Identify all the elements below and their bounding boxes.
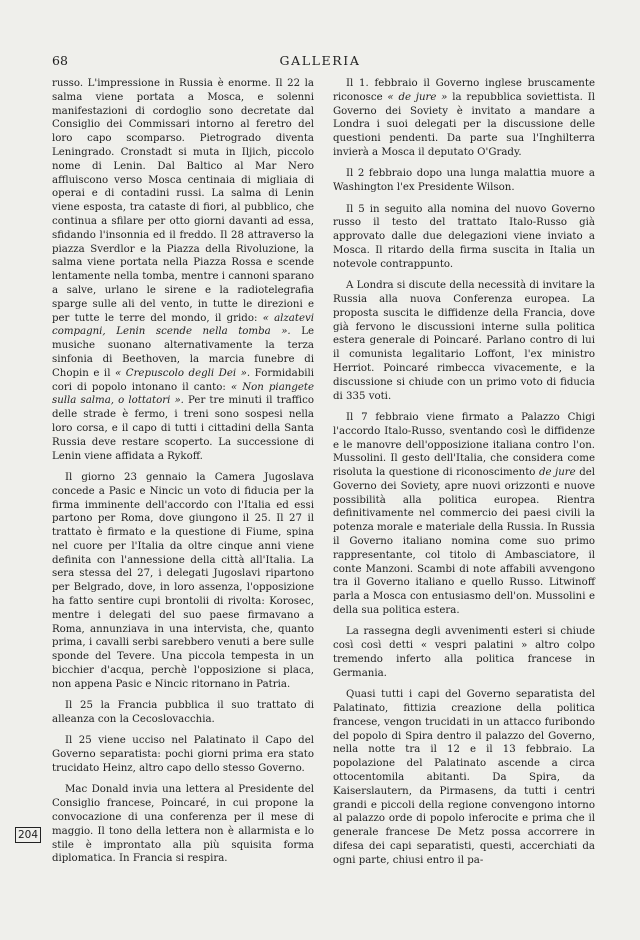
paragraph xyxy=(52,783,314,866)
text-run: Il 25 viene ucciso nel Palatinato il Capo del Governo separatista: pochi giorni prima era stato trucidato Heinz, altro capo dello stesso Governo. xyxy=(52,735,314,775)
text-run: Il 5 in seguito alla nomina del nuovo Governo russo il testo del trattato Italo-Russo già approvato dalle due delegazioni viene inviato a Mosca. Il ritardo della firma suscita in Italia un notevole contrappunto. xyxy=(333,203,595,270)
text-run: Mac Donald invia una lettera al Presidente del Consiglio francese, Poincaré, in cui propone la convocazione di una conferenza per il mese di maggio. Il tono della lettera non è allarmista e lo stile è improntato alla più squisita forma diplomatica. In Francia si respira. xyxy=(52,784,314,865)
text-run: Il giorno 23 gennaio la Camera Jugoslava concede a Pasic e Nincic un voto di fiducia per la firma imminente dell'accordo con l'Italia ed essi partono per Roma, dove giungono il 25. Il 27 il trattato è firmato e la questione di Fiume, spina nel cuore per l'Italia da oltre cinque anni viene definita con l'annessione della città all'Italia. La sera stessa del 27, i delegati Jugoslavi ripartono per Belgrado, dove, in loro assenza, l'opposizione ha fatto sentire cupi brontolii di rivolta: Korosec, mentre i delegati del suo paese firmavano a Roma, annunziava in una intervista, che, quanto prima, i cavalli serbi sarebbero venuti a bere sulle sponde del Tevere. Una piccola tempesta in un bicchier d'acqua, perchè l'opposizione si placa, non appena Pasic e Nincic ritornano in Patria. xyxy=(52,471,314,690)
text-run: la repubblica soviettista. Il Governo dei Soviety è invitato a mandare a Londra i suoi delegati per la discussione delle questioni pendenti. Da parte sua l'Inghilterra invierà a Mosca il deputato O'Grady. xyxy=(333,91,595,158)
right-column xyxy=(333,77,595,875)
italic-text: « Non piangete sulla salma, o lottatori ». xyxy=(52,381,314,407)
paragraph xyxy=(333,77,595,160)
paragraph xyxy=(333,167,595,195)
paragraph xyxy=(52,471,314,692)
paragraph xyxy=(333,203,595,272)
text-run: Formidabili cori di popolo intonano il canto: xyxy=(52,367,315,393)
text-run: La rassegna degli avvenimenti esteri si chiude così così detti « vespri palatini » altro colpo tremendo inferto alla politica francese in Germania. xyxy=(333,626,595,679)
italic-text: « alzatevi compagni, Lenin scende nella tomba ». xyxy=(52,312,314,338)
text-run: A Londra si discute della necessità di invitare la Russia alla nuova Conferenza europea. La proposta suscita le diffidenze della Francia, dove già fervono le discussioni interne sulla politica estera generale di Poincaré. Parlano contro di lui il comunista legalitario Loffont, l'ex ministro Herriot. Poincaré rimbecca vivacemente, e la discussione si chiude con un primo voto di fiducia di 335 voti. xyxy=(333,280,595,402)
text-run: russo. L'impressione in Russia è enorme. Il 22 la salma viene portata a Mosca, e solenni manifestazioni di cordoglio sono decretate dal Consiglio dei Commissari intorno al feretro del loro capo scomparso. Pietrogrado diventa Leningrado. Cronstadt si muta in Iljich, piccolo nome di Lenin. Dal Baltico al Mar Nero affluiscono verso Mosca centinaia di migliaia di operai e di contadini russi. La salma di Lenin viene esposta, tra cataste di fiori, al pubblico, che continua a sfilare per otto giorni davanti ad essa, sfidando l'insonnia ed il freddo. Il 28 attraverso la piazza Sverdlor e la Piazza della Rivoluzione, la salma viene portata nella Piazza Rossa e scende lentamente nella tomba, mentre i cannoni sparano a salve, urlano le sirene e la radiotelegrafia sparge sulle ali del vento, in tutte le direzioni e per tutte le terre del mondo, il grido: xyxy=(52,78,314,324)
italic-text: « de jure » xyxy=(387,91,448,103)
text-run: Quasi tutti i capi del Governo separatista del Palatinato, fittizia creazione della politica francese, vengon trucidati in un attacco furibondo del popolo di Spira dentro il palazzo del Governo, nella notte tra il 12 e il 13 febbraio. La popolazione del Palatinato ascende a circa ottocentomila abitanti. Da Spira, da Kaiserslautern, da Pirmasens, da tutti i centri grandi e piccoli della regione convengono intorno al palazzo orde di popolo inferocite e prima che il generale francese De Metz possa accorrere in difesa dei capi separatisti, questi, accerchiati da ogni parte, chiusi entro il pa- xyxy=(333,689,595,866)
paragraph xyxy=(333,279,595,403)
signature-mark: 204 xyxy=(15,827,41,843)
text-run: Le musiche suonano alternativamente la terza sinfonia di Beethoven, la marcia funebre di Chopin e il xyxy=(52,326,314,379)
paragraph xyxy=(333,625,595,680)
italic-text: de jure xyxy=(538,467,576,479)
text-run: Il 25 la Francia pubblica il suo trattato di alleanza con la Cecoslovacchia. xyxy=(52,700,314,726)
page-number: 68 xyxy=(52,53,68,68)
paragraph xyxy=(333,688,595,867)
paragraph xyxy=(52,699,314,727)
text-run: Per tre minuti il traffico delle strade è fermo, i treni sono sospesi nella loro corsa, e il capo di tutti i cittadini della Santa Russia deve restare scoperto. La successione di Lenin viene affidata a Rykoff. xyxy=(52,395,315,462)
paragraph xyxy=(333,411,595,618)
left-column xyxy=(52,77,314,874)
paragraph xyxy=(52,77,314,463)
text-run: Il 7 febbraio viene firmato a Palazzo Chigi l'accordo Italo-Russo, sventando così le diffidenze e le manovre dell'opposizione italiana contro l'on. Mussolini. Il gesto dell'Italia, che considera come risoluta la questione di riconoscimento xyxy=(333,411,595,479)
text-run: Il 1. febbraio il Governo inglese bruscamente riconosce xyxy=(333,78,595,103)
text-run: Il 2 febbraio dopo una lunga malattia muore a Washington l'ex Presidente Wilson. xyxy=(333,168,595,194)
paragraph xyxy=(52,734,314,775)
running-title: GALLERIA xyxy=(279,53,361,68)
text-run: del Governo dei Soviety, apre nuovi orizzonti e nuove possibilità alla politica europea. Rientra definitivamente nel commercio dei paesi civili la potenza morale e materiale della Russia. In Russia il Governo italiano nomina come suo primo rappresentante, col titolo di Ambasciatore, il conte Manzoni. Scambi di note affabili avvengono tra il Governo italiano e quello Russo. Litwinoff parla a Mosca con entusiasmo dell'on. Mussolini e della sua politica estera. xyxy=(333,467,596,617)
italic-text: « Crepuscolo degli Dei ». xyxy=(115,367,251,379)
